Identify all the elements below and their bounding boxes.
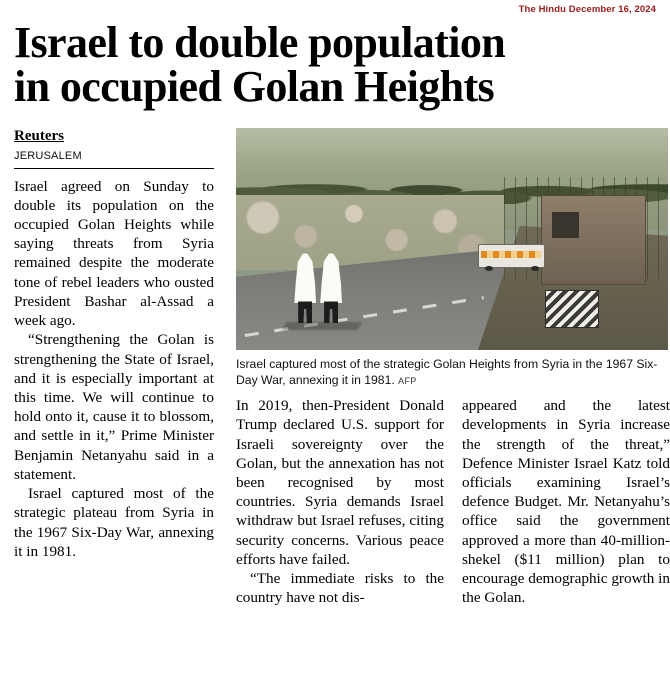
headline-line-1: Israel to double population — [14, 18, 506, 67]
photo-pedestrian — [318, 253, 344, 323]
paragraph: appeared and the latest developments in Syria increase the strength of the threat,” Defence Minister Israel Katz told officials examining Israel’s defence Budget. Mr. Netanyahu’s office said the government approved a more than 40-million-shekel ($11 million) plan to encourage demographic growth in the Golan. — [462, 397, 670, 607]
photo-pedestrian-robe — [292, 253, 318, 303]
photo-pedestrian-robe — [318, 253, 344, 303]
photo-building — [541, 195, 647, 286]
byline-dateline: JERUSALEM — [14, 149, 82, 162]
article-column-1 — [14, 128, 214, 561]
paragraph: Israel captured most of the strategic plateau from Syria in the 1967 Six-Day War, annexing it in 1981. — [14, 485, 214, 560]
photo-caption-text: Israel captured most of the strategic Golan Heights from Syria in the 1967 Six-Day War, annexing it in 1981. — [236, 357, 658, 387]
paragraph: Israel agreed on Sunday to double its population on the occupied Golan Heights while saying threats from Syria remained despite the moderate tone of rebel leaders who ousted President Bashar al-Assad a week ago. — [14, 177, 214, 330]
photo-pedestrian-legs — [324, 301, 338, 323]
article-column-3 — [462, 396, 670, 607]
photo-pedestrian — [292, 253, 318, 323]
photo-credit: AFP — [398, 375, 417, 386]
photo-truck — [478, 244, 545, 268]
byline-divider — [14, 168, 214, 169]
byline-agency: Reuters — [14, 128, 64, 145]
photo-caption — [236, 357, 668, 388]
masthead-date: The Hindu December 16, 2024 — [518, 4, 656, 15]
paragraph: In 2019, then-President Donald Trump declared U.S. support for Israeli sovereignty over the Golan, but the annexation has not been recognised by most countries. Syria demands Israel withdraw but Israel refuses, citing security concerns. Various peace efforts have failed. — [236, 397, 444, 568]
article-photo — [236, 128, 668, 350]
article-lower-columns — [236, 396, 670, 607]
page-title — [12, 18, 658, 111]
paragraph: “Strengthening the Golan is strengthening the State of Israel, and it is especially important at this time. We will continue to hold onto it, cause it to blossom, and settle in it,” Prime Minister Benjamin Netanyahu said in a statement. — [14, 331, 214, 483]
article-figure — [236, 128, 668, 388]
paragraph: “The immediate risks to the country have not dis- — [236, 570, 444, 607]
photo-pedestrian-legs — [298, 301, 312, 323]
headline-line-2: in occupied Golan Heights — [14, 61, 495, 111]
article-column-2 — [236, 396, 444, 607]
photo-chevron-sign — [545, 290, 599, 328]
